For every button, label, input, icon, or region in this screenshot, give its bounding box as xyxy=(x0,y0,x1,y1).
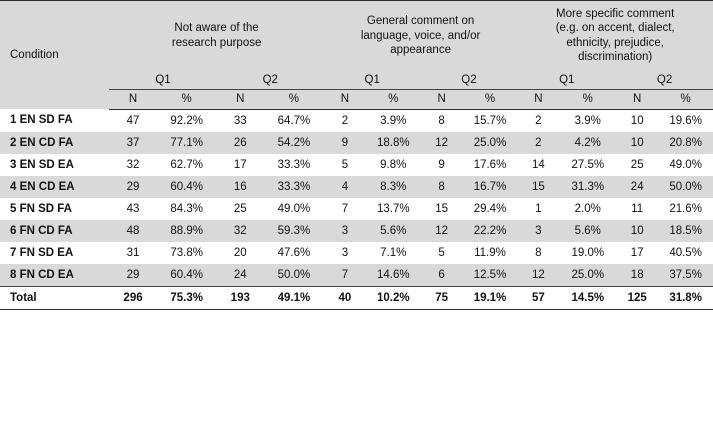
cell: 19.0% xyxy=(559,242,616,264)
cell: 73.8% xyxy=(157,242,217,264)
cell: 8 xyxy=(421,109,463,132)
cell: 24 xyxy=(616,176,658,198)
cell: 77.1% xyxy=(157,132,217,154)
cell: 49.0% xyxy=(658,154,713,176)
header-group-general-comment-line3: appearance xyxy=(390,43,451,56)
cell: 18.8% xyxy=(366,132,421,154)
total-cell: 75.3% xyxy=(157,286,217,309)
total-cell: 40 xyxy=(324,286,366,309)
cell: 14 xyxy=(517,154,559,176)
total-label: Total xyxy=(0,286,109,309)
cell: 3.9% xyxy=(559,109,616,132)
cell: 3 xyxy=(324,242,366,264)
cell: 15 xyxy=(517,176,559,198)
cell: 5 xyxy=(421,242,463,264)
total-cell: 14.5% xyxy=(559,286,616,309)
header-q1-specific: Q1 xyxy=(517,71,616,90)
cell: 10 xyxy=(616,132,658,154)
cell: 25.0% xyxy=(559,264,616,287)
cell: 11.9% xyxy=(463,242,518,264)
cell: 4 xyxy=(324,176,366,198)
table-row xyxy=(0,264,713,287)
total-cell: 10.2% xyxy=(366,286,421,309)
cell: 5.6% xyxy=(366,220,421,242)
table-row xyxy=(0,176,713,198)
cell: 17 xyxy=(217,154,264,176)
cell: 2.0% xyxy=(559,198,616,220)
cell: 10 xyxy=(616,109,658,132)
total-row xyxy=(0,286,713,309)
cell: 2 xyxy=(517,109,559,132)
cell: 6 xyxy=(421,264,463,287)
cell: 9 xyxy=(324,132,366,154)
header-group-specific-comment-line3: ethnicity, prejudice, xyxy=(566,36,664,49)
cell: 32 xyxy=(217,220,264,242)
header-q2-general: Q2 xyxy=(421,71,518,90)
total-cell: 57 xyxy=(517,286,559,309)
cell: 47.6% xyxy=(264,242,324,264)
cell: 8 xyxy=(517,242,559,264)
table-row xyxy=(0,220,713,242)
cell: 12 xyxy=(421,220,463,242)
cell: 54.2% xyxy=(264,132,324,154)
table-row xyxy=(0,198,713,220)
header-q2-specific: Q2 xyxy=(616,71,713,90)
cell: 13.7% xyxy=(366,198,421,220)
row-condition: 8 FN CD EA xyxy=(0,264,109,287)
header-measure-9: % xyxy=(559,89,616,109)
header-measure-8: N xyxy=(517,89,559,109)
header-measure-7: % xyxy=(463,89,518,109)
cell: 1 xyxy=(517,198,559,220)
cell: 33.3% xyxy=(264,176,324,198)
cell: 14.6% xyxy=(366,264,421,287)
cell: 47 xyxy=(109,109,156,132)
row-condition: 7 FN SD EA xyxy=(0,242,109,264)
cell: 25 xyxy=(616,154,658,176)
table-body xyxy=(0,109,713,309)
cell: 32 xyxy=(109,154,156,176)
cell: 49.0% xyxy=(264,198,324,220)
cell: 18 xyxy=(616,264,658,287)
total-cell: 31.8% xyxy=(658,286,713,309)
cell: 37 xyxy=(109,132,156,154)
row-condition: 3 EN SD EA xyxy=(0,154,109,176)
row-condition: 6 FN CD FA xyxy=(0,220,109,242)
row-condition: 1 EN SD FA xyxy=(0,109,109,132)
header-group-not-aware-line2: research purpose xyxy=(171,36,262,49)
total-cell: 296 xyxy=(109,286,156,309)
header-measure-2: N xyxy=(217,89,264,109)
cell: 17.6% xyxy=(463,154,518,176)
cell: 12 xyxy=(517,264,559,287)
cell: 16.7% xyxy=(463,176,518,198)
cell: 88.9% xyxy=(157,220,217,242)
header-group-specific-comment-line4: discrimination) xyxy=(578,51,653,64)
header-q1-not-aware: Q1 xyxy=(109,71,216,90)
cell: 11 xyxy=(616,198,658,220)
cell: 40.5% xyxy=(658,242,713,264)
cell: 19.6% xyxy=(658,109,713,132)
header-measure-6: N xyxy=(421,89,463,109)
table-row xyxy=(0,154,713,176)
table-row xyxy=(0,109,713,132)
header-group-not-aware-line1: Not aware of the xyxy=(174,22,259,35)
header-measure-11: % xyxy=(658,89,713,109)
cell: 16 xyxy=(217,176,264,198)
cell: 20 xyxy=(217,242,264,264)
cell: 18.5% xyxy=(658,220,713,242)
cell: 8.3% xyxy=(366,176,421,198)
table-row xyxy=(0,132,713,154)
cell: 37.5% xyxy=(658,264,713,287)
cell: 3 xyxy=(324,220,366,242)
total-cell: 49.1% xyxy=(264,286,324,309)
cell: 31 xyxy=(109,242,156,264)
cell: 8 xyxy=(421,176,463,198)
cell: 2 xyxy=(324,109,366,132)
total-cell: 125 xyxy=(616,286,658,309)
group-header-row xyxy=(0,1,713,71)
header-group-general-comment-line2: language, voice, and/or xyxy=(360,29,481,42)
header-group-specific-comment-line2: (e.g. on accent, dialect, xyxy=(555,22,675,35)
row-condition: 4 EN CD EA xyxy=(0,176,109,198)
header-group-not-aware xyxy=(109,1,324,71)
cell: 60.4% xyxy=(157,176,217,198)
cell: 25 xyxy=(217,198,264,220)
cell: 9.8% xyxy=(366,154,421,176)
cell: 25.0% xyxy=(463,132,518,154)
cell: 84.3% xyxy=(157,198,217,220)
header-measure-1: % xyxy=(157,89,217,109)
cell: 7 xyxy=(324,198,366,220)
cell: 5.6% xyxy=(559,220,616,242)
header-measure-3: % xyxy=(264,89,324,109)
cell: 50.0% xyxy=(264,264,324,287)
cell: 7 xyxy=(324,264,366,287)
total-cell: 193 xyxy=(217,286,264,309)
header-q2-not-aware: Q2 xyxy=(217,71,324,90)
cell: 3.9% xyxy=(366,109,421,132)
cell: 48 xyxy=(109,220,156,242)
total-cell: 75 xyxy=(421,286,463,309)
cell: 33.3% xyxy=(264,154,324,176)
header-measure-4: N xyxy=(324,89,366,109)
header-condition: Condition xyxy=(0,1,109,110)
cell: 29.4% xyxy=(463,198,518,220)
cell: 43 xyxy=(109,198,156,220)
cell: 64.7% xyxy=(264,109,324,132)
cell: 26 xyxy=(217,132,264,154)
cell: 60.4% xyxy=(157,264,217,287)
header-group-specific-comment-line1: More specific comment xyxy=(556,8,675,20)
cell: 3 xyxy=(517,220,559,242)
cell: 24 xyxy=(217,264,264,287)
cell: 27.5% xyxy=(559,154,616,176)
cell: 2 xyxy=(517,132,559,154)
cell: 22.2% xyxy=(463,220,518,242)
cell: 12.5% xyxy=(463,264,518,287)
cell: 29 xyxy=(109,264,156,287)
row-condition: 5 FN SD FA xyxy=(0,198,109,220)
total-cell: 19.1% xyxy=(463,286,518,309)
cell: 29 xyxy=(109,176,156,198)
cell: 59.3% xyxy=(264,220,324,242)
row-condition: 2 EN CD FA xyxy=(0,132,109,154)
header-group-specific-comment xyxy=(517,1,713,71)
cell: 20.8% xyxy=(658,132,713,154)
cell: 92.2% xyxy=(157,109,217,132)
header-group-general-comment-line1: General comment on xyxy=(366,15,475,28)
header-group-general-comment xyxy=(324,1,517,71)
table-row xyxy=(0,242,713,264)
cell: 4.2% xyxy=(559,132,616,154)
cell: 12 xyxy=(421,132,463,154)
cell: 7.1% xyxy=(366,242,421,264)
cell: 15.7% xyxy=(463,109,518,132)
cell: 17 xyxy=(616,242,658,264)
cell: 31.3% xyxy=(559,176,616,198)
header-measure-0: N xyxy=(109,89,156,109)
cell: 62.7% xyxy=(157,154,217,176)
header-measure-10: N xyxy=(616,89,658,109)
cell: 5 xyxy=(324,154,366,176)
table-head xyxy=(0,1,713,110)
cell: 21.6% xyxy=(658,198,713,220)
header-q1-general: Q1 xyxy=(324,71,421,90)
cell: 9 xyxy=(421,154,463,176)
header-measure-5: % xyxy=(366,89,421,109)
cell: 33 xyxy=(217,109,264,132)
cell: 50.0% xyxy=(658,176,713,198)
cell: 15 xyxy=(421,198,463,220)
cell: 10 xyxy=(616,220,658,242)
